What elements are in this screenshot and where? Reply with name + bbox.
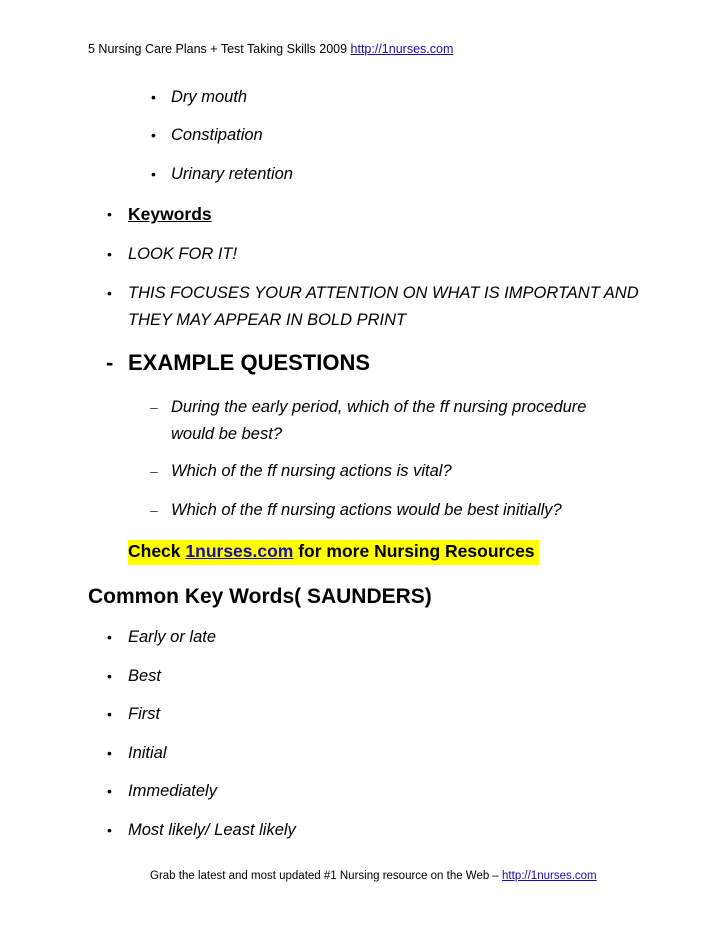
bullet-dot: • bbox=[107, 629, 112, 645]
sub-bullet-item: Urinary retention bbox=[171, 165, 293, 183]
common-word-item: Initial bbox=[128, 744, 167, 762]
bullet-dot: • bbox=[151, 127, 156, 143]
question-1-line1: During the early period, which of the ff nursing procedure bbox=[171, 398, 587, 416]
footer-link[interactable]: http://1nurses.com bbox=[502, 870, 597, 882]
common-word-item: Most likely/ Least likely bbox=[128, 821, 296, 839]
page-header bbox=[88, 42, 453, 56]
header-text: 5 Nursing Care Plans + Test Taking Skills 2009 bbox=[88, 42, 351, 56]
dash-marker: – bbox=[150, 399, 158, 415]
focus-item-line2: THEY MAY APPEAR IN BOLD PRINT bbox=[128, 311, 407, 329]
bullet-dot: • bbox=[107, 206, 112, 222]
look-for-it-item: LOOK FOR IT! bbox=[128, 245, 238, 263]
bullet-dot: • bbox=[107, 822, 112, 838]
common-word-item: Best bbox=[128, 667, 162, 685]
bullet-dot: • bbox=[151, 89, 156, 105]
bullet-dot: • bbox=[151, 166, 156, 182]
callout-link[interactable]: 1nurses.com bbox=[185, 541, 294, 561]
common-word-item: Early or late bbox=[128, 628, 217, 646]
bullet-dot: • bbox=[107, 783, 112, 799]
bullet-dot: • bbox=[107, 745, 112, 761]
bullet-dot: • bbox=[107, 285, 112, 301]
common-word-item: First bbox=[128, 705, 161, 723]
common-keywords-heading: Common Key Words( SAUNDERS) bbox=[88, 585, 432, 608]
bullet-dot: • bbox=[107, 246, 112, 262]
question-1-line2: would be best? bbox=[171, 425, 282, 443]
dash-marker: – bbox=[150, 463, 158, 479]
keywords-heading: Keywords bbox=[128, 204, 212, 224]
example-marker: - bbox=[106, 350, 114, 375]
header-link[interactable]: http://1nurses.com bbox=[350, 42, 454, 56]
callout-prefix: Check bbox=[128, 541, 186, 561]
footer-text: Grab the latest and most updated #1 Nursing resource on the Web – bbox=[150, 870, 503, 882]
bullet-dot: • bbox=[107, 706, 112, 722]
sub-bullet-item: Constipation bbox=[171, 126, 263, 144]
sub-bullet-item: Dry mouth bbox=[171, 88, 248, 106]
example-heading: EXAMPLE QUESTIONS bbox=[128, 350, 371, 375]
resources-callout bbox=[128, 540, 539, 565]
question-3: Which of the ff nursing actions would be best initially? bbox=[171, 501, 562, 519]
focus-item-line1: THIS FOCUSES YOUR ATTENTION ON WHAT IS IMPORTANT AND bbox=[128, 284, 639, 302]
callout-suffix: for more Nursing Resources bbox=[293, 541, 535, 561]
dash-marker: – bbox=[150, 502, 158, 518]
bullet-dot: • bbox=[107, 668, 112, 684]
page-footer bbox=[150, 870, 597, 882]
common-word-item: Immediately bbox=[128, 782, 217, 800]
question-2: Which of the ff nursing actions is vital? bbox=[171, 462, 452, 480]
